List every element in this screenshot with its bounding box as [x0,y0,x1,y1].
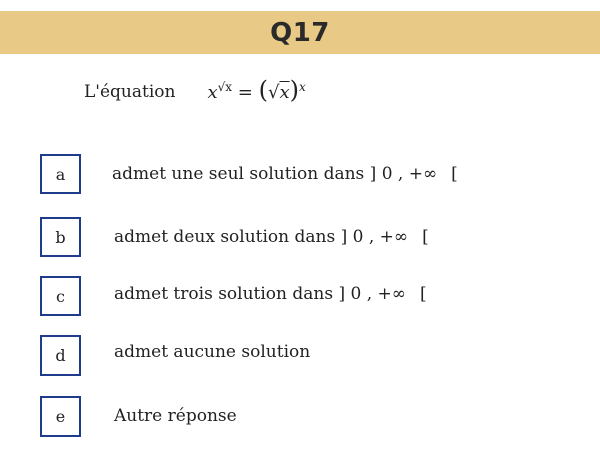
question-header [0,11,600,54]
option-e-answer[interactable] [114,403,237,429]
option-b-answer[interactable] [114,224,429,250]
option-b-text: admet deux solution dans ] 0 , +∞ [114,227,409,247]
option-a-answer[interactable] [112,161,458,187]
formula-right-paren: ) [289,75,299,104]
option-d-key: d [55,346,66,365]
option-b-bracket: [ [422,227,429,247]
option-b-button[interactable] [40,217,81,257]
question-statement [84,75,306,106]
formula-sqrt-argument: x [279,81,290,103]
option-d-answer[interactable] [114,339,310,365]
option-c-text: admet trois solution dans ] 0 , +∞ [114,284,406,304]
option-a-bracket: [ [451,164,458,184]
option-d-button[interactable] [40,335,81,376]
option-e-key: e [55,407,66,426]
option-c-button[interactable] [40,276,81,316]
option-a-key: a [55,164,66,184]
option-a-button[interactable] [40,154,81,194]
equation-formula: $x^{√x} = (√x)^x$ [207,75,306,104]
option-e-button[interactable] [40,396,81,437]
option-b-key: b [55,227,66,247]
question-number: Q17 [270,17,330,48]
option-c-bracket: [ [419,284,427,304]
formula-exponent: √x [217,79,233,94]
option-e-text: Autre réponse [114,406,237,426]
option-a-text: admet une seul solution dans ] 0 , +∞ [112,164,438,184]
formula-base: x [207,81,218,103]
formula-equals: = [237,81,253,103]
question-label: L'équation [84,82,176,102]
option-c-answer[interactable] [114,281,427,307]
formula-left-paren: ( [258,75,268,104]
formula-rhs-exponent: x [298,79,306,94]
option-c-key: c [56,286,65,306]
option-d-text: admet aucune solution [114,342,311,362]
